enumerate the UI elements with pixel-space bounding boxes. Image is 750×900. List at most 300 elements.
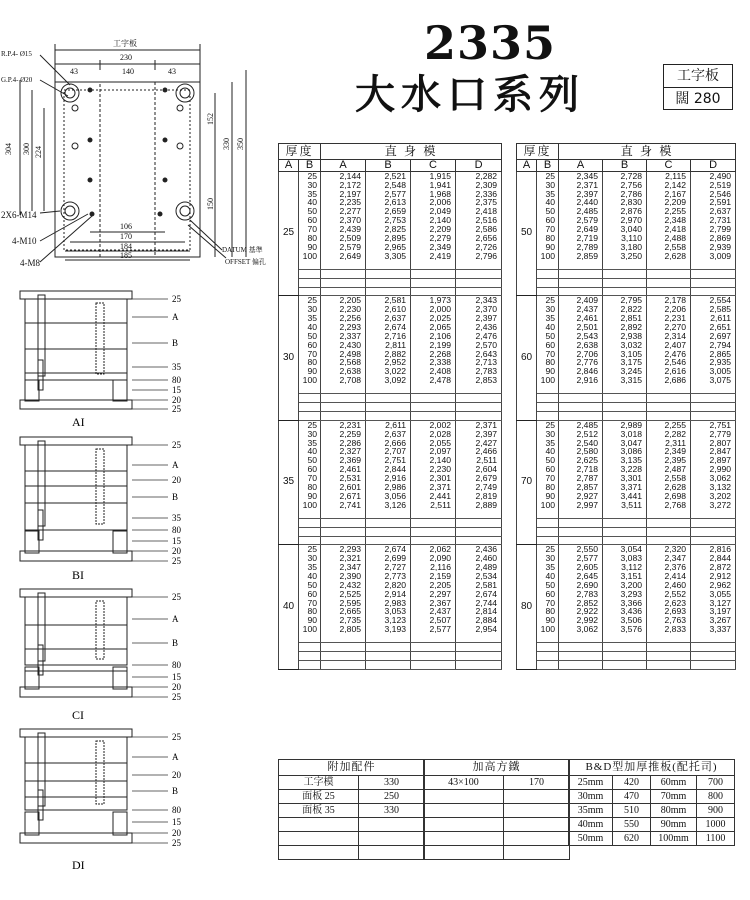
price-cell: 3,267: [691, 616, 736, 625]
section-label: 15: [172, 672, 181, 682]
price-cell: 2,897: [691, 456, 736, 465]
price-cell: 2,414: [647, 572, 691, 581]
price-cell: [559, 385, 603, 394]
price-cell: 2,255: [647, 420, 691, 429]
price-cell: 1,968: [411, 189, 456, 198]
thickness-b: 80: [299, 607, 321, 616]
table-row: [279, 385, 502, 394]
price-cell: 2,460: [647, 581, 691, 590]
dim-330: 330: [222, 138, 231, 150]
table-row: [517, 412, 736, 421]
thickness-b: [537, 269, 559, 278]
bd-price: 1100: [697, 832, 735, 846]
table-row: [279, 358, 502, 367]
price-cell: [456, 509, 502, 518]
price-cell: 2,516: [456, 216, 502, 225]
price-cell: 2,645: [559, 572, 603, 581]
table-row: [517, 492, 736, 501]
table-row: [279, 252, 502, 261]
price-cell: [559, 403, 603, 412]
price-cell: 1,973: [411, 296, 456, 305]
price-cell: [366, 287, 411, 296]
price-cell: [456, 403, 502, 412]
section-label: 35: [172, 513, 181, 523]
price-cell: [456, 634, 502, 643]
price-cell: 2,409: [559, 296, 603, 305]
bd-thickness: 60mm: [651, 776, 697, 790]
price-cell: 2,638: [321, 367, 366, 376]
price-cell: [321, 394, 366, 403]
price-cell: 2,830: [603, 198, 647, 207]
price-cell: 2,876: [603, 207, 647, 216]
table-row: [517, 545, 736, 554]
thickness-b: 70: [537, 349, 559, 358]
price-cell: [321, 518, 366, 527]
price-cell: [321, 403, 366, 412]
table-row: [279, 189, 502, 198]
price-cell: 2,282: [456, 172, 502, 181]
price-cell: 2,992: [559, 616, 603, 625]
price-cell: 2,616: [647, 367, 691, 376]
price-cell: 2,270: [647, 323, 691, 332]
price-cell: [366, 403, 411, 412]
price-cell: 2,674: [366, 545, 411, 554]
price-cell: 2,787: [559, 474, 603, 483]
price-cell: 3,436: [603, 607, 647, 616]
thickness-b: 80: [537, 607, 559, 616]
price-cell: 2,441: [411, 492, 456, 501]
price-cell: 2,370: [321, 216, 366, 225]
price-cell: [366, 518, 411, 527]
price-cell: 1,941: [411, 181, 456, 190]
table-row: [279, 367, 502, 376]
riser-header: 加高方鐵: [424, 760, 570, 776]
table-row: [279, 483, 502, 492]
price-cell: 2,144: [321, 172, 366, 181]
thickness-b: 80: [299, 234, 321, 243]
thickness-b: 40: [537, 572, 559, 581]
price-cell: 2,568: [321, 358, 366, 367]
price-cell: [603, 394, 647, 403]
price-cell: [647, 634, 691, 643]
price-cell: 2,375: [456, 198, 502, 207]
bd-thickness: 25mm: [569, 776, 613, 790]
price-cell: 3,151: [603, 572, 647, 581]
price-cell: 2,699: [366, 554, 411, 563]
price-cell: [366, 260, 411, 269]
page-title-series: 大水口系列: [355, 72, 585, 118]
price-cell: 3,062: [559, 625, 603, 634]
price-cell: [366, 661, 411, 670]
accessory-value: 330: [359, 776, 425, 790]
table-row: [517, 581, 736, 590]
price-cell: 2,799: [691, 225, 736, 234]
price-cell: [647, 509, 691, 518]
thickness-b: 100: [537, 252, 559, 261]
price-cell: [456, 385, 502, 394]
price-cell: 3,047: [603, 438, 647, 447]
table-row: [279, 198, 502, 207]
price-cell: 2,735: [321, 616, 366, 625]
price-cell: 2,706: [559, 349, 603, 358]
price-cell: 2,049: [411, 207, 456, 216]
header-d: D: [456, 160, 502, 172]
price-cell: [456, 643, 502, 652]
accessory-value: 330: [359, 804, 425, 818]
price-cell: 2,579: [559, 216, 603, 225]
table-row: [569, 804, 735, 818]
price-cell: 2,789: [559, 243, 603, 252]
price-cell: [647, 661, 691, 670]
bd-price: 420: [613, 776, 651, 790]
section-label: 25: [172, 556, 181, 566]
thickness-b: 30: [299, 430, 321, 439]
header-col-a: A: [279, 160, 299, 172]
thickness-a: 25: [279, 172, 299, 296]
price-cell: 3,132: [691, 483, 736, 492]
price-cell: 2,659: [366, 207, 411, 216]
price-cell: 2,637: [366, 314, 411, 323]
price-cell: [691, 652, 736, 661]
table-row: [517, 590, 736, 599]
price-cell: 3,441: [603, 492, 647, 501]
section-label: A: [172, 752, 179, 762]
thickness-b: 50: [299, 456, 321, 465]
price-cell: 2,197: [321, 189, 366, 198]
price-cell: 2,347: [321, 563, 366, 572]
price-cell: 2,349: [647, 447, 691, 456]
table-row: [517, 625, 736, 634]
price-cell: 2,314: [647, 332, 691, 341]
price-cell: 2,570: [456, 341, 502, 350]
table-row: [279, 243, 502, 252]
price-cell: 3,086: [603, 447, 647, 456]
table-row: [279, 349, 502, 358]
price-cell: 2,686: [647, 376, 691, 385]
table-row: [569, 790, 735, 804]
price-cell: 2,970: [603, 216, 647, 225]
price-cell: 2,337: [321, 332, 366, 341]
table-row: [517, 385, 736, 394]
thickness-b: 40: [299, 323, 321, 332]
price-table-right: [516, 143, 736, 670]
hole-label-m10: 4-M10: [12, 236, 37, 246]
price-cell: 3,053: [366, 607, 411, 616]
table-row: [279, 296, 502, 305]
page-title-number: 2335: [423, 16, 557, 70]
price-cell: 3,126: [366, 501, 411, 510]
price-cell: [647, 403, 691, 412]
table-row: [517, 652, 736, 661]
thickness-b: [537, 385, 559, 394]
table-row: [517, 563, 736, 572]
price-cell: [647, 643, 691, 652]
price-cell: [647, 527, 691, 536]
section-label: 15: [172, 385, 181, 395]
table-row: [517, 474, 736, 483]
price-cell: [321, 385, 366, 394]
table-row: [569, 832, 735, 846]
price-cell: 2,786: [603, 189, 647, 198]
price-cell: 2,807: [691, 438, 736, 447]
price-cell: 2,693: [647, 607, 691, 616]
offset-label: OFFSET 偏孔: [225, 258, 266, 266]
price-cell: 2,418: [456, 207, 502, 216]
price-cell: 2,209: [411, 225, 456, 234]
price-cell: 2,062: [411, 545, 456, 554]
price-cell: 2,140: [411, 216, 456, 225]
table-row: [279, 323, 502, 332]
price-cell: [691, 385, 736, 394]
price-cell: 2,773: [366, 572, 411, 581]
section-view-bi: [0, 433, 200, 585]
price-cell: 2,604: [456, 465, 502, 474]
thickness-b: [537, 518, 559, 527]
price-cell: [647, 278, 691, 287]
bd-thickness: 90mm: [651, 818, 697, 832]
price-cell: 2,912: [691, 572, 736, 581]
table-row: [517, 376, 736, 385]
price-cell: 2,853: [456, 376, 502, 385]
table-row: [279, 643, 502, 652]
price-cell: [559, 652, 603, 661]
price-cell: [691, 518, 736, 527]
thickness-b: 50: [537, 456, 559, 465]
price-cell: [691, 269, 736, 278]
price-cell: 2,558: [647, 243, 691, 252]
thickness-a: 40: [279, 545, 299, 669]
table-row: [517, 269, 736, 278]
price-cell: 2,025: [411, 314, 456, 323]
thickness-b: [537, 634, 559, 643]
header-d: D: [691, 160, 736, 172]
thickness-b: 60: [537, 341, 559, 350]
bd-price: 550: [613, 818, 651, 832]
price-cell: [559, 527, 603, 536]
bd-thickness: 35mm: [569, 804, 613, 818]
thickness-b: [537, 394, 559, 403]
thickness-b: 60: [299, 341, 321, 350]
price-cell: 2,498: [321, 349, 366, 358]
table-row: [517, 465, 736, 474]
dim-rp: R.P.4- Ø15: [1, 50, 32, 58]
price-cell: [321, 536, 366, 545]
thickness-a: 80: [517, 545, 537, 669]
top-view-drawing: [0, 30, 280, 270]
thickness-b: [537, 287, 559, 296]
price-cell: 2,327: [321, 447, 366, 456]
price-cell: 3,054: [603, 545, 647, 554]
thickness-a: 50: [517, 172, 537, 296]
thickness-b: 40: [537, 323, 559, 332]
thickness-b: [537, 260, 559, 269]
table-row: [517, 296, 736, 305]
price-cell: 2,277: [321, 207, 366, 216]
price-cell: 2,914: [366, 590, 411, 599]
price-cell: [321, 260, 366, 269]
thickness-b: 25: [299, 420, 321, 429]
table-row: [517, 367, 736, 376]
header-col-b: B: [537, 160, 559, 172]
price-cell: [559, 269, 603, 278]
dim-184: 184: [120, 242, 132, 251]
price-cell: [647, 536, 691, 545]
price-cell: 2,507: [411, 616, 456, 625]
section-label: 80: [172, 660, 181, 670]
table-row: [517, 341, 736, 350]
price-cell: 2,916: [559, 376, 603, 385]
thickness-b: 30: [537, 430, 559, 439]
price-cell: 2,726: [456, 243, 502, 252]
price-cell: 2,140: [411, 456, 456, 465]
section-views: [0, 285, 200, 875]
bd-thickness: 30mm: [569, 790, 613, 804]
price-cell: [321, 661, 366, 670]
price-cell: 2,872: [691, 563, 736, 572]
thickness-b: 90: [299, 243, 321, 252]
price-cell: 2,671: [321, 492, 366, 501]
bd-price: 620: [613, 832, 651, 846]
price-cell: 2,718: [559, 465, 603, 474]
table-row: [279, 305, 502, 314]
price-cell: 2,205: [321, 296, 366, 305]
thickness-b: 80: [299, 358, 321, 367]
table-row: [279, 554, 502, 563]
table-row: [517, 252, 736, 261]
section-label: A: [172, 460, 179, 470]
price-cell: [456, 661, 502, 670]
table-row: [279, 652, 502, 661]
price-cell: 3,293: [603, 590, 647, 599]
price-cell: 2,097: [411, 447, 456, 456]
price-cell: 2,851: [603, 314, 647, 323]
price-cell: 2,857: [559, 483, 603, 492]
price-cell: 3,075: [691, 376, 736, 385]
table-row: [279, 545, 502, 554]
thickness-b: 100: [537, 501, 559, 510]
price-cell: 2,534: [456, 572, 502, 581]
price-cell: 2,628: [647, 483, 691, 492]
bd-plate-table: [568, 759, 735, 846]
price-cell: 2,579: [321, 243, 366, 252]
price-cell: [691, 287, 736, 296]
price-cell: 2,418: [647, 225, 691, 234]
price-cell: 2,230: [321, 305, 366, 314]
table-row: [517, 314, 736, 323]
price-cell: 2,256: [321, 314, 366, 323]
thickness-a: 35: [279, 420, 299, 544]
table-row: [279, 527, 502, 536]
price-cell: [411, 260, 456, 269]
thickness-b: 70: [537, 474, 559, 483]
price-cell: 2,461: [559, 314, 603, 323]
table-row: [517, 225, 736, 234]
thickness-b: 40: [537, 447, 559, 456]
price-cell: 2,347: [647, 554, 691, 563]
price-cell: [321, 287, 366, 296]
section-view-di: [0, 725, 200, 875]
thickness-b: [299, 287, 321, 296]
price-cell: 2,779: [691, 430, 736, 439]
table-row: [517, 456, 736, 465]
price-cell: 2,490: [691, 172, 736, 181]
price-cell: 2,719: [559, 234, 603, 243]
price-cell: 3,193: [366, 625, 411, 634]
price-cell: 2,656: [456, 234, 502, 243]
table-row: [279, 287, 502, 296]
header-b: B: [366, 160, 411, 172]
price-cell: [366, 652, 411, 661]
table-row: [279, 341, 502, 350]
thickness-b: 25: [537, 296, 559, 305]
thickness-b: 35: [299, 563, 321, 572]
price-cell: 2,889: [456, 501, 502, 510]
price-cell: [603, 643, 647, 652]
table-row: [517, 518, 736, 527]
price-cell: [691, 643, 736, 652]
price-cell: 2,844: [366, 465, 411, 474]
price-cell: 2,990: [691, 465, 736, 474]
price-cell: 2,230: [411, 465, 456, 474]
price-cell: 2,591: [691, 198, 736, 207]
price-cell: 2,927: [559, 492, 603, 501]
type-box-name: 工字板: [664, 65, 732, 88]
price-cell: 2,461: [321, 465, 366, 474]
price-cell: 3,110: [603, 234, 647, 243]
table-row: [279, 269, 502, 278]
price-cell: [411, 643, 456, 652]
table-row: [279, 412, 502, 421]
price-cell: [691, 278, 736, 287]
price-cell: 2,525: [321, 590, 366, 599]
thickness-b: [537, 278, 559, 287]
price-cell: 2,268: [411, 349, 456, 358]
price-cell: 3,576: [603, 625, 647, 634]
price-cell: 3,005: [691, 367, 736, 376]
price-cell: [647, 287, 691, 296]
thickness-b: 30: [537, 554, 559, 563]
table-row: [517, 394, 736, 403]
thickness-b: 90: [537, 243, 559, 252]
table-row: [517, 216, 736, 225]
price-cell: [603, 518, 647, 527]
section-label: B: [172, 492, 179, 502]
price-cell: 2,531: [321, 474, 366, 483]
price-cell: 2,485: [559, 420, 603, 429]
table-row: [517, 661, 736, 670]
thickness-b: 70: [537, 598, 559, 607]
section-label: 20: [172, 828, 181, 838]
price-cell: [366, 643, 411, 652]
price-cell: 2,558: [647, 474, 691, 483]
table-row: [517, 181, 736, 190]
price-cell: 2,543: [559, 332, 603, 341]
price-cell: 3,337: [691, 625, 736, 634]
table-row: [517, 323, 736, 332]
header-a: A: [321, 160, 366, 172]
price-cell: [411, 278, 456, 287]
thickness-b: 60: [537, 590, 559, 599]
price-cell: 3,180: [603, 243, 647, 252]
table-row: [279, 501, 502, 510]
price-cell: 2,884: [456, 616, 502, 625]
price-cell: 2,753: [366, 216, 411, 225]
price-cell: 2,476: [456, 332, 502, 341]
price-cell: 2,577: [366, 189, 411, 198]
thickness-b: 60: [537, 465, 559, 474]
price-cell: [366, 527, 411, 536]
thickness-b: [537, 527, 559, 536]
